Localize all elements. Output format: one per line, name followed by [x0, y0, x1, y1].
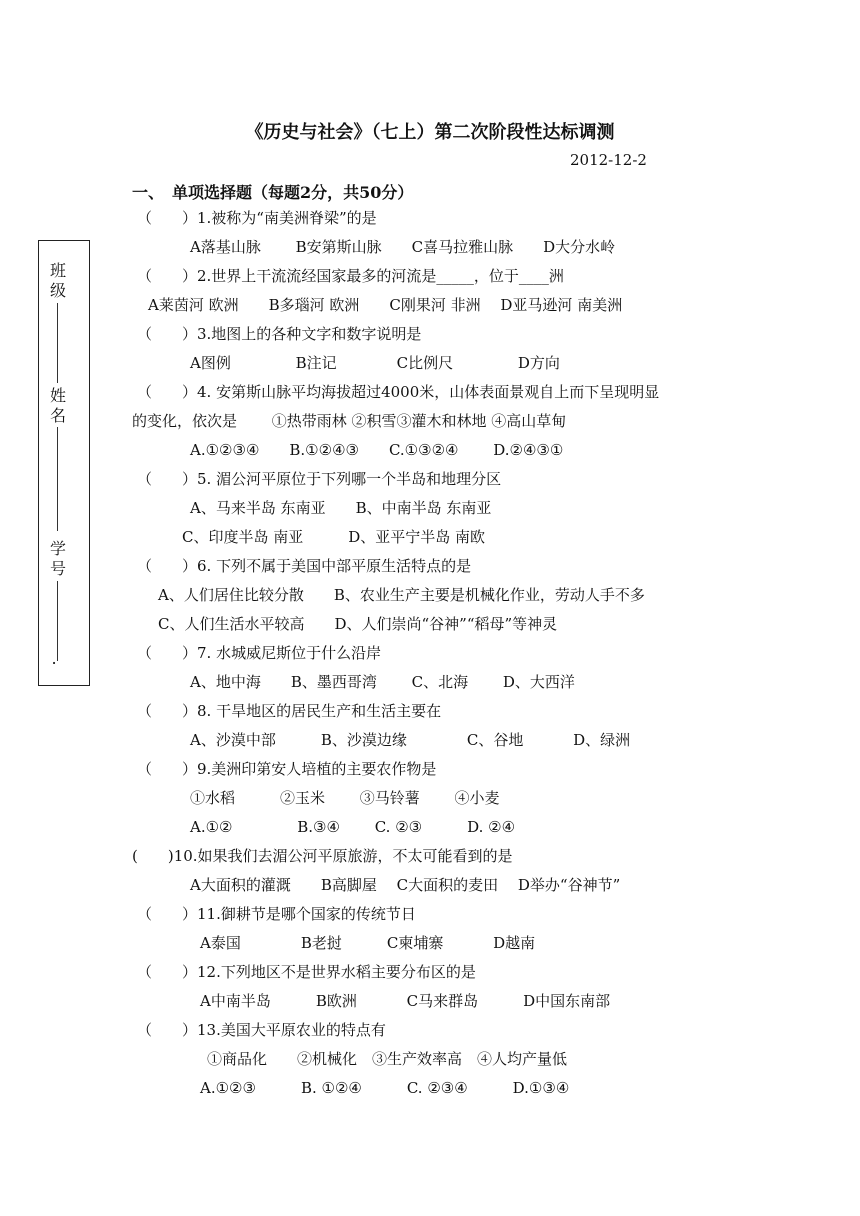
question-6-options-cd: C、人们生活水平较高 D、人们崇尚“谷神”“稻母”等神灵 [158, 615, 558, 633]
student-number-label: 学号 [49, 539, 66, 578]
question-1: （ ）1.被称为“南美洲脊梁”的是 [137, 209, 377, 227]
question-4-options: A.①②③④ B.①②④③ C.①③②④ D.②④③① [190, 441, 564, 459]
question-2-options: A莱茵河 欧洲 B多瑙河 欧洲 C刚果河 非洲 D亚马逊河 南美洲 [148, 296, 623, 314]
question-9: （ ）9.美洲印第安人培植的主要农作物是 [137, 760, 437, 778]
question-11: （ ）11.御耕节是哪个国家的传统节日 [137, 905, 416, 923]
question-12: （ ）12.下列地区不是世界水稻主要分布区的是 [137, 963, 476, 981]
class-label: 班级 [49, 261, 66, 300]
question-4-continued: 的变化，依次是 ①热带雨林 ②积雪③灌木和林地 ④高山草甸 [132, 412, 567, 430]
class-fill-line [57, 303, 58, 383]
question-8-options: A、沙漠中部 B、沙漠边缘 C、谷地 D、绿洲 [190, 731, 631, 749]
question-7-options: A、地中海 B、墨西哥湾 C、北海 D、大西洋 [190, 673, 575, 691]
question-13: （ ）13.美国大平原农业的特点有 [137, 1021, 386, 1039]
exam-date: 2012-12-2 [570, 151, 647, 169]
question-10-options: A大面积的灌溉 B高脚屋 C大面积的麦田 D举办“谷神节” [190, 876, 621, 894]
question-6-options-ab: A、人们居住比较分散 B、农业生产主要是机械化作业，劳动人手不多 [158, 586, 645, 604]
question-3-options: A图例 B注记 C比例尺 D方向 [190, 354, 560, 372]
name-fill-line [57, 427, 58, 531]
page-title: 《历史与社会》（七上）第二次阶段性达标调测 [245, 122, 615, 143]
question-13-items: ①商品化 ②机械化 ③生产效率高 ④人均产量低 [207, 1050, 568, 1068]
question-5: （ ）5. 湄公河平原位于下列哪一个半岛和地理分区 [137, 470, 502, 488]
question-2: （ ）2.世界上干流流经国家最多的河流是_____，位于____洲 [137, 267, 564, 285]
question-9-options: A.①② B.③④ C. ②③ D. ②④ [190, 818, 516, 836]
question-8: （ ）8. 干旱地区的居民生产和生活主要在 [137, 702, 442, 720]
dot-mark: . [51, 649, 57, 668]
question-10: ( )10.如果我们去湄公河平原旅游，不太可能看到的是 [132, 847, 513, 865]
question-1-options: A落基山脉 B安第斯山脉 C喜马拉雅山脉 D大分水岭 [190, 238, 616, 256]
question-13-options: A.①②③ B. ①②④ C. ②③④ D.①③④ [200, 1079, 570, 1097]
question-7: （ ）7. 水城威尼斯位于什么沿岸 [137, 644, 382, 662]
section-heading: 一、 单项选择题（每题2分，共50分） [132, 183, 414, 202]
question-12-options: A中南半岛 B欧洲 C马来群岛 D中国东南部 [200, 992, 611, 1010]
question-3: （ ）3.地图上的各种文字和数字说明是 [137, 325, 422, 343]
student-info-box [38, 240, 90, 686]
question-5-options-ab: A、马来半岛 东南亚 B、中南半岛 东南亚 [190, 499, 492, 517]
question-11-options: A泰国 B老挝 C柬埔寨 D越南 [200, 934, 536, 952]
question-5-options-cd: C、印度半岛 南亚 D、亚平宁半岛 南欧 [182, 528, 486, 546]
question-4: （ ）4. 安第斯山脉平均海拔超过4000米，山体表面景观自上而下呈现明显 [137, 383, 660, 401]
question-6: （ ）6. 下列不属于美国中部平原生活特点的是 [137, 557, 472, 575]
name-label: 姓名 [49, 386, 66, 425]
question-9-items: ①水稻 ②玉米 ③马铃薯 ④小麦 [190, 789, 500, 807]
